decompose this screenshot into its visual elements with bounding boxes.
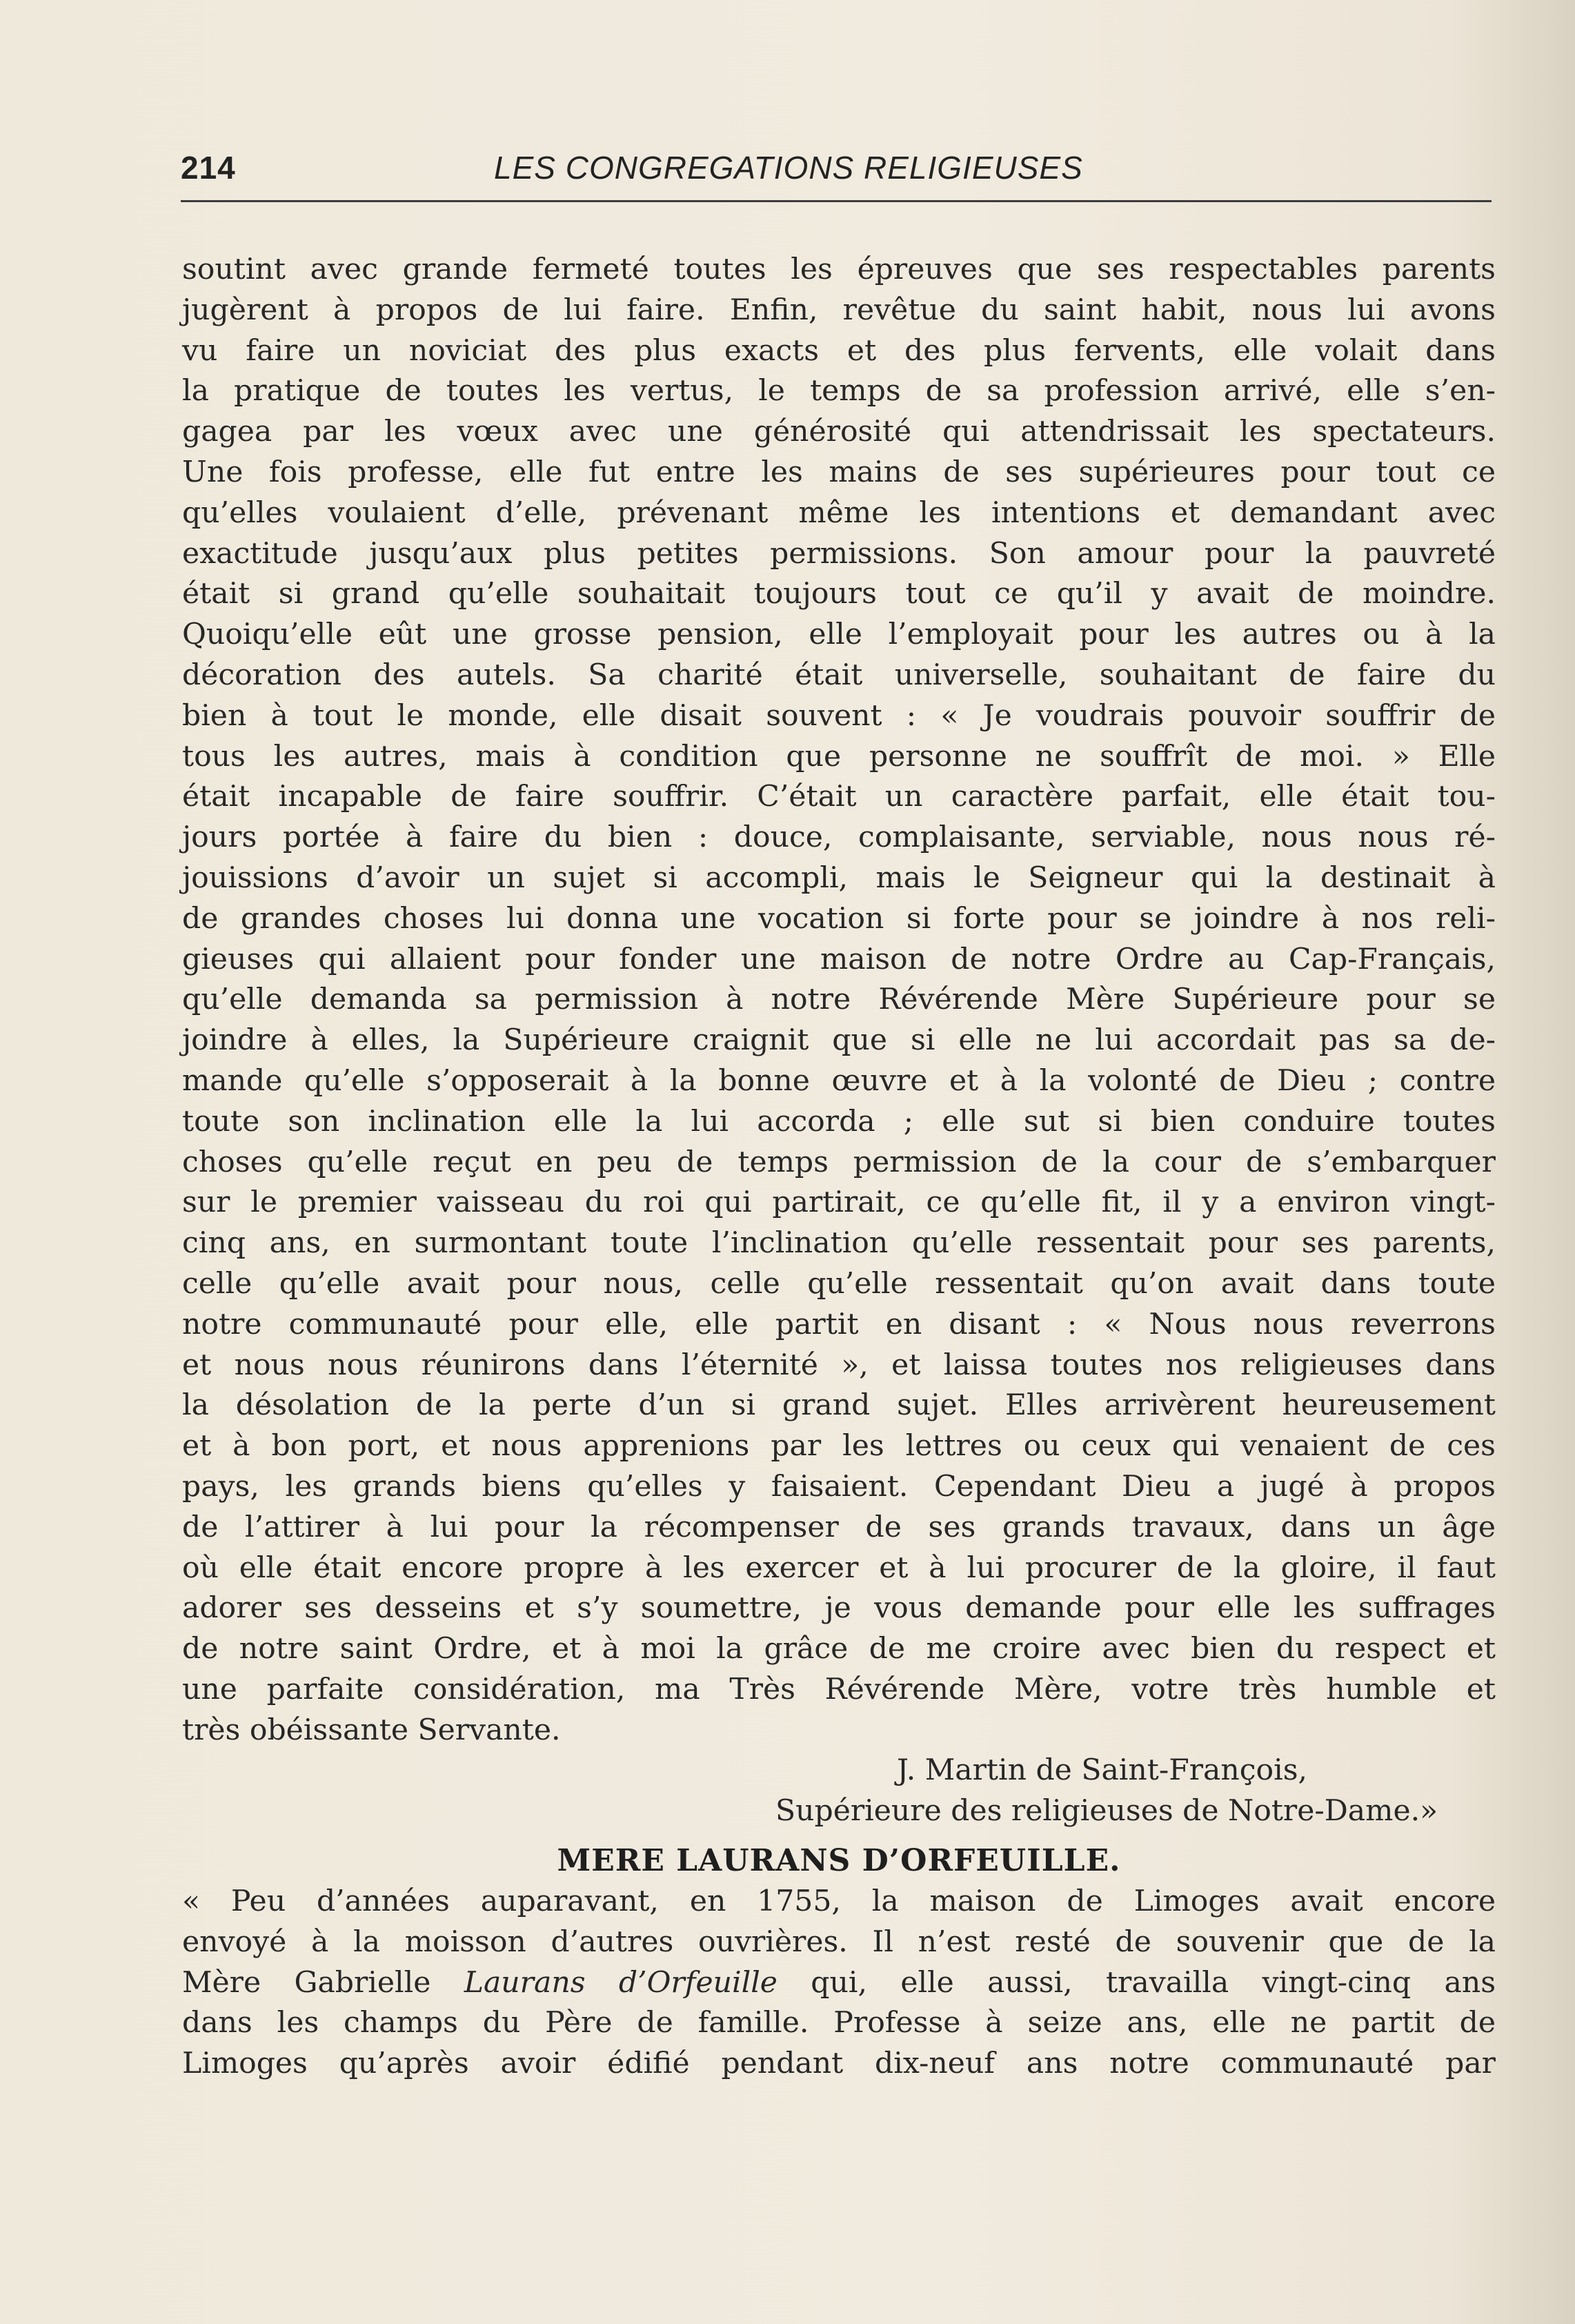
- page-number: 214: [181, 150, 236, 186]
- text-line: sur le premier vaisseau du roi qui partirait, ce qu’elle fit, il y a environ vingt-: [182, 1185, 1496, 1220]
- text-line-with-italic-name: [182, 1963, 1496, 2004]
- signature-title: Supérieure des religieuses de Notre-Dame.»: [775, 1794, 1438, 1829]
- text-line: « Peu d’années auparavant, en 1755, la maison de Limoges avait encore: [182, 1884, 1496, 1919]
- text-line: choses qu’elle reçut en peu de temps permission de la cour de s’embarquer: [182, 1145, 1496, 1179]
- text-line: était si grand qu’elle souhaitait toujours tout ce qu’il y avait de moindre.: [182, 577, 1496, 611]
- body-text: [182, 250, 1496, 2085]
- text-line: Quoiqu’elle eût une grosse pension, elle l’employait pour les autres ou à la: [182, 618, 1496, 652]
- running-title: LES CONGREGATIONS RELIGIEUSES: [494, 150, 1083, 186]
- text-line: bien à tout le monde, elle disait souvent : « Je voudrais pouvoir souffrir de: [182, 698, 1496, 733]
- text-line: et à bon port, et nous apprenions par les lettres ou ceux qui venaient de ces: [182, 1429, 1496, 1464]
- text-line: jours portée à faire du bien : douce, complaisante, serviable, nous nous ré-: [182, 820, 1496, 855]
- signature-name: J. Martin de Saint-François,: [897, 1753, 1308, 1788]
- text-line: jouissions d’avoir un sujet si accompli, mais le Seigneur qui la destinait à: [182, 860, 1496, 895]
- signature-block: [182, 1751, 1496, 1832]
- text-line: celle qu’elle avait pour nous, celle qu’elle ressentait qu’on avait dans toute: [182, 1266, 1496, 1301]
- text-line: mande qu’elle s’opposerait à la bonne œuvre et à la volonté de Dieu ; contre: [182, 1063, 1496, 1098]
- text-line: vu faire un noviciat des plus exacts et des plus fervents, elle volait dans: [182, 333, 1496, 368]
- text-line: de l’attirer à lui pour la récompenser de ses grands travaux, dans un âge: [182, 1510, 1496, 1544]
- text-line: et nous nous réunirons dans l’éternité », et laissa toutes nos religieuses dans: [182, 1348, 1496, 1382]
- text-line: adorer ses desseins et s’y soumettre, je vous demande pour elle les suffrages: [182, 1591, 1496, 1626]
- text-line: de grandes choses lui donna une vocation si forte pour se joindre à nos reli-: [182, 901, 1496, 936]
- paragraph-letter-continuation: [182, 250, 1496, 1751]
- text-line: très obéissante Servante.: [182, 1713, 561, 1747]
- text-line: une parfaite considération, ma Très Révérende Mère, votre très humble et: [182, 1672, 1496, 1706]
- text-line: dans les champs du Père de famille. Professe à seize ans, elle ne partit de: [182, 2006, 1496, 2040]
- text-line: la pratique de toutes les vertus, le temps de sa profession arrivé, elle s’en-: [182, 374, 1496, 408]
- text-line: toute son inclination elle la lui accorda ; elle sut si bien conduire toutes: [182, 1104, 1496, 1139]
- italic-name: Laurans d’Orfeuille: [464, 1965, 777, 2000]
- text-line: exactitude jusqu’aux plus petites permissions. Son amour pour la pauvreté: [182, 536, 1496, 571]
- paragraph-laurans: [182, 1882, 1496, 2085]
- text-line: pays, les grands biens qu’elles y faisaient. Cependant Dieu a jugé à propos: [182, 1469, 1496, 1504]
- text-line: était incapable de faire souffrir. C’était un caractère parfait, elle était tou-: [182, 780, 1496, 814]
- text-line: Une fois professe, elle fut entre les mains de ses supérieures pour tout ce: [182, 455, 1496, 489]
- text-line: envoyé à la moisson d’autres ouvrières. Il n’est resté de souvenir que de la: [182, 1924, 1496, 1959]
- text-line: qu’elle demanda sa permission à notre Révérende Mère Supérieure pour se: [182, 983, 1496, 1017]
- text-line: jugèrent à propos de lui faire. Enfin, revêtue du saint habit, nous lui avons: [182, 293, 1496, 327]
- text-line: où elle était encore propre à les exercer et à lui procurer de la gloire, il faut: [182, 1550, 1496, 1585]
- section-heading: MERE LAURANS D’ORFEUILLE.: [557, 1843, 1121, 1879]
- text-line: soutint avec grande fermeté toutes les épreuves que ses respectables parents: [182, 253, 1496, 286]
- text-line: qu’elles voulaient d’elle, prévenant même les intentions et demandant avec: [182, 495, 1496, 530]
- text-line: tous les autres, mais à condition que personne ne souffrît de moi. » Elle: [182, 739, 1496, 774]
- text-segment: Mère Gabrielle: [182, 1965, 464, 2000]
- text-line: la désolation de la perte d’un si grand sujet. Elles arrivèrent heureusement: [182, 1388, 1496, 1423]
- text-line: notre communauté pour elle, elle partit en disant : « Nous nous reverrons: [182, 1307, 1496, 1341]
- text-line: gagea par les vœux avec une générosité qui attendrissait les spectateurs.: [182, 415, 1496, 449]
- header-rule: [181, 200, 1492, 202]
- text-line: joindre à elles, la Supérieure craignit que si elle ne lui accordait pas sa de-: [182, 1023, 1496, 1058]
- text-line: cinq ans, en surmontant toute l’inclination qu’elle ressentait pour ses parents,: [182, 1226, 1496, 1261]
- text-line: décoration des autels. Sa charité était universelle, souhaitant de faire du: [182, 658, 1496, 692]
- text-line: gieuses qui allaient pour fonder une maison de notre Ordre au Cap-Français,: [182, 942, 1496, 976]
- text-line: Limoges qu’après avoir édifié pendant dix-neuf ans notre communauté par: [182, 2047, 1496, 2081]
- text-line: de notre saint Ordre, et à moi la grâce de me croire avec bien du respect et: [182, 1632, 1496, 1666]
- text-segment: qui, elle aussi, travailla vingt-cinq ans: [777, 1965, 1496, 2000]
- running-header: [181, 149, 1492, 190]
